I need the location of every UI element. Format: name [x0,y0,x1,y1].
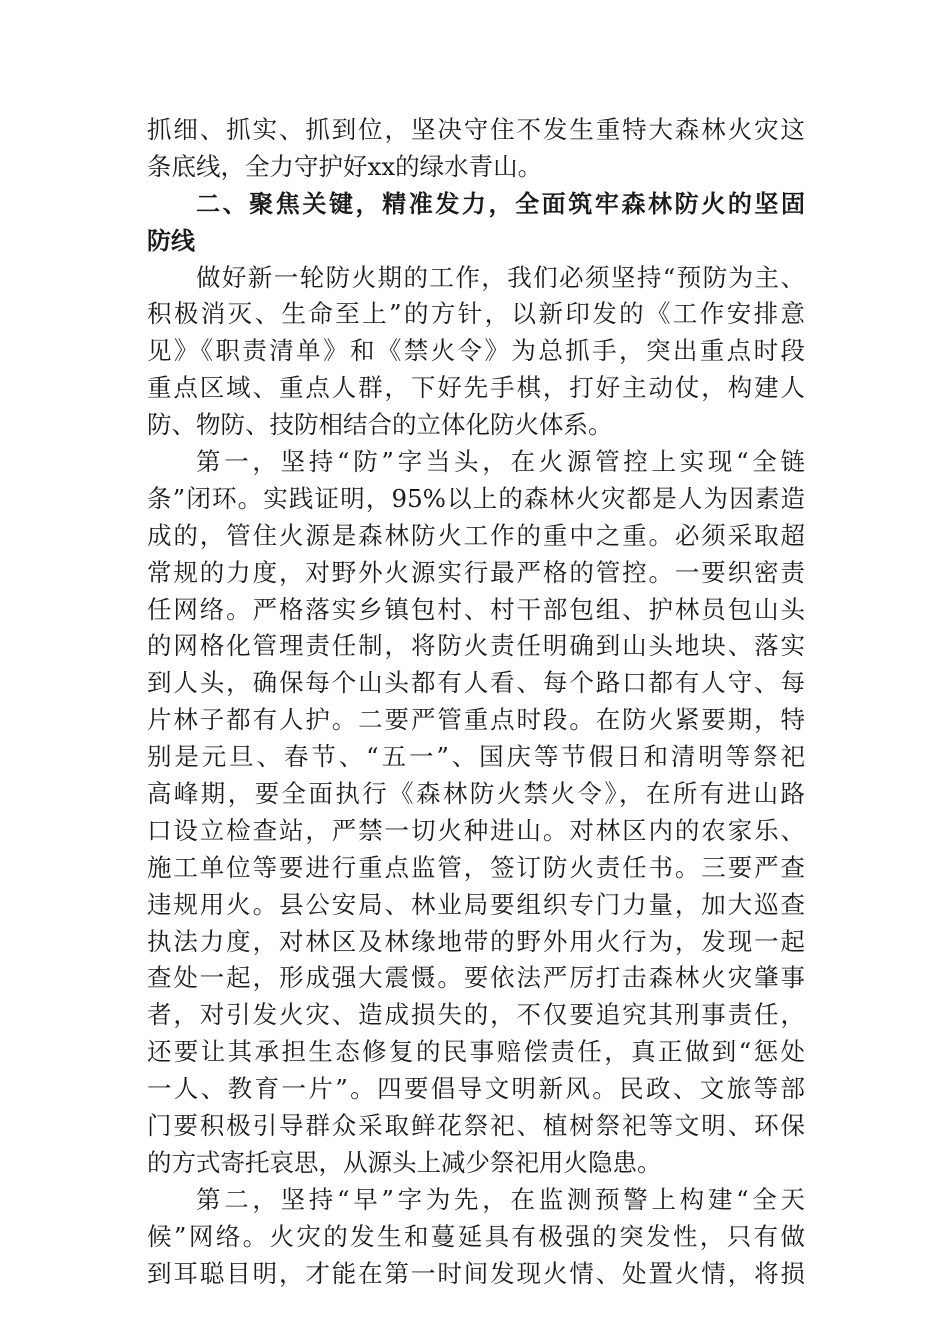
text-line: 第一，坚持“防”字当头，在火源管控上实现“全链 [196,447,805,477]
text-line: 积极消灭、生命至上”的方针，以新印发的《工作安排意 [147,299,805,329]
text-line: 高峰期，要全面执行《森林防火禁火令》，在所有进山路 [147,779,805,809]
body-paragraph [147,260,805,444]
body-paragraph [147,444,805,1182]
text-line: 成的，管住火源是森林防火工作的重中之重。必须采取超 [147,520,805,550]
document-page [147,112,805,1293]
text-line: 候”网络。火灾的发生和蔓延具有极强的突发性，只有做 [147,1221,805,1251]
text-line: 违规用火。县公安局、林业局要组织专门力量，加大巡查 [147,889,805,919]
text-line: 做好新一轮防火期的工作，我们必须坚持“预防为主、 [196,262,805,292]
text-line: 条”闭环。实践证明，95%以上的森林火灾都是人为因素造 [147,483,805,513]
text-line: 执法力度，对林区及林缘地带的野外用火行为，发现一起 [147,926,805,956]
text-line: 口设立检查站，严禁一切火种进山。对林区内的农家乐、 [147,815,805,845]
text-line: 的网格化管理责任制，将防火责任明确到山头地块、落实 [147,631,805,661]
text-line: 者，对引发火灾、造成损失的，不仅要追究其刑事责任， [147,1000,805,1030]
text-line: 到耳聪目明，才能在第一时间发现火情、处置火情，将损 [147,1258,805,1288]
text-line: 到人头，确保每个山头都有人看、每个路口都有人守、每 [147,668,805,698]
text-line: 任网络。严格落实乡镇包村、村干部包组、护林员包山头 [147,594,805,624]
text-line: 片林子都有人护。二要严管重点时段。在防火紧要期，特 [147,705,805,735]
text-line: 重点区域、重点人群，下好先手棋，打好主动仗，构建人 [147,373,805,403]
body-paragraph [147,1182,805,1293]
text-line: 门要积极引导群众采取鲜花祭祀、植树祭祀等文明、环保 [147,1111,805,1141]
text-line: 查处一起，形成强大震慑。要依法严厉打击森林火灾肇事 [147,963,805,993]
text-line: 还要让其承担生态修复的民事赔偿责任，真正做到“惩处 [147,1037,805,1067]
text-line: 防、物防、技防相结合的立体化防火体系。 [147,410,613,440]
text-line: 见》《职责清单》和《禁火令》为总抓手，突出重点时段 [147,336,805,366]
text-line: 二、聚焦关键，精准发力，全面筑牢森林防火的坚固 [196,189,805,218]
text-line: 常规的力度，对野外火源实行最严格的管控。一要织密责 [147,557,805,587]
text-line: 抓细、抓实、抓到位，坚决守住不发生重特大森林火灾这 [147,115,805,144]
section-heading [147,186,805,260]
text-line: 第二，坚持“早”字为先，在监测预警上构建“全天 [196,1184,805,1214]
text-line: 条底线，全力守护好xx的绿水青山。 [147,151,543,181]
text-line: 防线 [147,226,195,255]
body-paragraph [147,112,805,186]
text-line: 施工单位等要进行重点监管，签订防火责任书。三要严查 [147,852,805,882]
text-line: 别是元旦、春节、“五一”、国庆等节假日和清明等祭祀 [147,742,805,772]
text-line: 一人、教育一片”。四要倡导文明新风。民政、文旅等部 [147,1074,805,1104]
text-line: 的方式寄托哀思，从源头上减少祭祀用火隐患。 [147,1147,662,1177]
